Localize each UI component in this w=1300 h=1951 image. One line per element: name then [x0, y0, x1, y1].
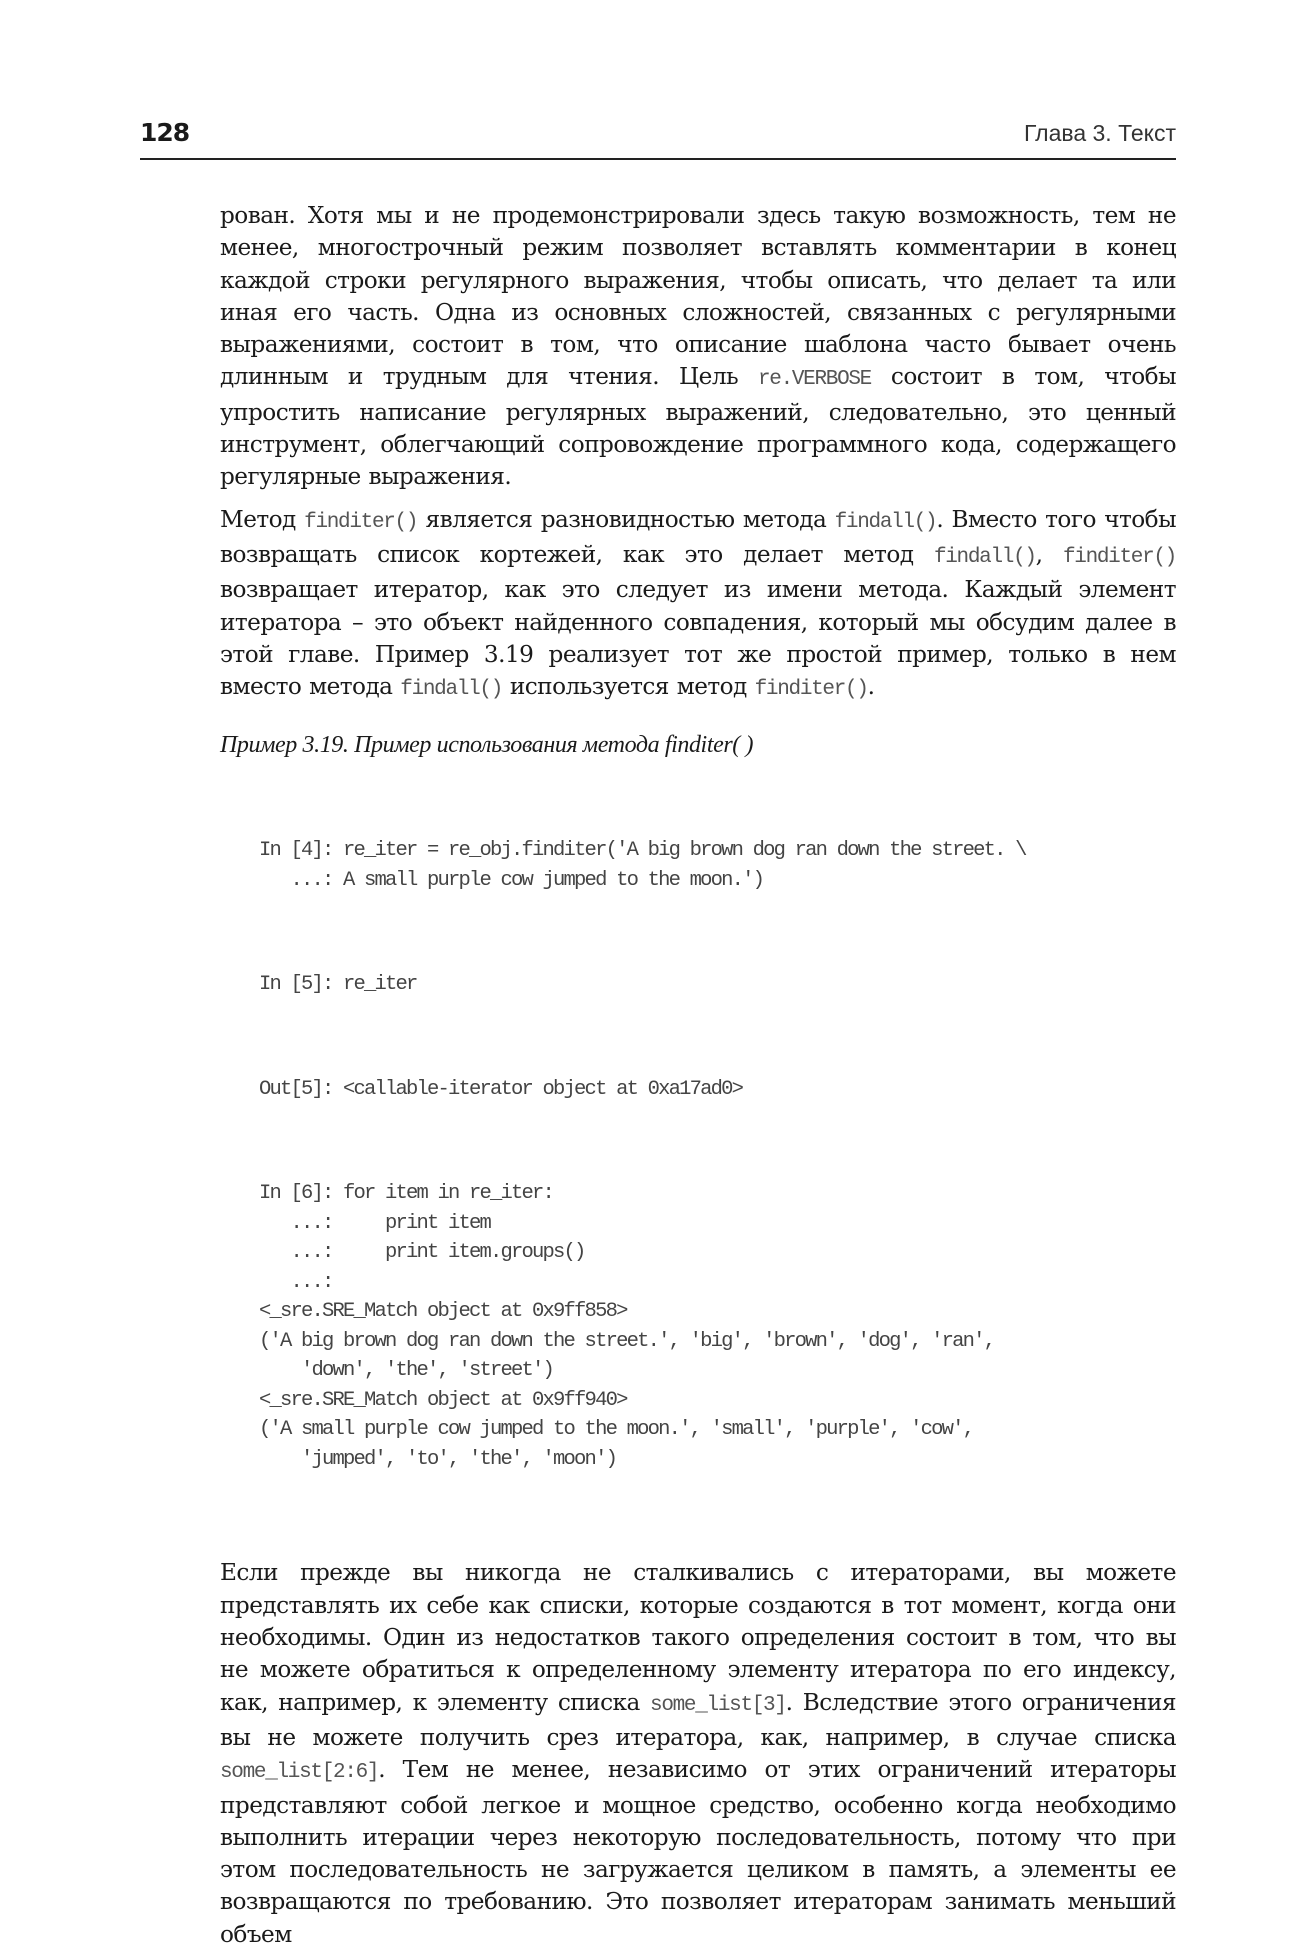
inline-code: finditer() — [1062, 545, 1176, 569]
text-run: . Вследствие этого ограничения вы не можете получить срез итератора, как, например, в случае списка — [220, 1688, 1176, 1751]
inline-code: findall() — [400, 678, 502, 702]
text-run: возвращает итератор, как это следует из имени метода. Каждый элемент итератора – это объект найденного совпадения, который мы обсудим далее в этой главе. Пример 3.19 реализует тот же простой пример, только в нем вместо метода — [220, 576, 1176, 701]
inline-code: some_list[3] — [650, 1693, 786, 1717]
text-run: рован. Хотя мы и не продемонстрировали здесь такую возможность, тем не менее, многострочный режим позволяет вставлять комментарии в конец каждой строки регулярного выражения, чтобы описать, что делает та или иная его часть. Одна из основных сложностей, связанных с регулярными выражениями, состоит в том, что описание шаблона часто бывает очень длинным и трудным для чтения. Цель — [220, 202, 1176, 391]
text-run: . Тем не менее, независимо от этих ограничений итераторы представляют собой легкое и мощное средство, особенно когда необходимо выполнить итерации через некоторую последовательность, потому что при этом последовательность не загружается целиком в память, а элементы ее возвращаются по требованию. Это позволяет итераторам занимать меньший объем — [220, 1756, 1176, 1948]
code-block-in6 — [259, 1179, 1176, 1474]
header-rule — [140, 158, 1176, 160]
code-output-line: ('A big brown dog ran down the street.', 'big', 'brown', 'dog', 'ran', — [259, 1329, 995, 1353]
code-block-in5 — [259, 970, 1176, 1000]
inline-code: some_list[2:6] — [220, 1761, 379, 1785]
code-output-line: 'down', 'the', 'street') — [259, 1359, 554, 1383]
text-run: . — [867, 673, 875, 701]
text-run: используется метод — [502, 673, 755, 701]
code-line: ...: A small purple cow jumped to the moon.') — [259, 868, 764, 892]
paragraph-3 — [220, 1557, 1176, 1951]
example-caption: Пример 3.19. Пример использования метода finditer( ) — [220, 732, 754, 759]
paragraph-1 — [220, 200, 1176, 494]
code-block-in4 — [259, 836, 1176, 895]
inline-code: findall() — [933, 545, 1036, 569]
code-output-line: <_sre.SRE_Match object at 0x9ff858> — [259, 1300, 627, 1324]
code-line: ...: — [259, 1270, 333, 1294]
inline-code: finditer() — [754, 678, 868, 702]
running-title: Глава 3. Текст — [1024, 120, 1176, 146]
text-run: . Вместо того чтобы возвращать список кортежей, как это делает метод — [220, 505, 1176, 568]
page-content — [220, 200, 1176, 1951]
code-line: In [6]: for item in re_iter: — [259, 1182, 554, 1206]
code-line: Out[5]: <callable-iterator object at 0xa17ad0> — [259, 1077, 743, 1101]
page-number: 128 — [140, 118, 190, 147]
text-run: является разновидностью метода — [417, 505, 835, 533]
code-block-out5 — [259, 1075, 1176, 1105]
inline-code: finditer() — [304, 510, 418, 534]
inline-code: findall() — [834, 510, 937, 534]
code-line: ...: print item.groups() — [259, 1241, 585, 1265]
code-line: In [5]: re_iter — [259, 973, 417, 997]
text-run: Метод — [220, 505, 305, 533]
text-run: , — [1035, 540, 1063, 568]
inline-code: re.VERBOSE — [757, 368, 871, 392]
text-run: Если прежде вы никогда не сталкивались с итераторами, вы можете представлять их себе как списки, которые создаются в тот момент, когда они необходимы. Один из недостатков такого определения состоит в том, что вы не можете обратиться к определенному элементу итератора по его индексу, как, например, к элементу списка — [220, 1559, 1176, 1716]
code-listing — [259, 777, 1176, 1533]
code-output-line: <_sre.SRE_Match object at 0x9ff940> — [259, 1388, 627, 1412]
page-header — [140, 118, 1176, 158]
code-output-line: ('A small purple cow jumped to the moon.', 'small', 'purple', 'cow', — [259, 1418, 974, 1442]
code-line: In [4]: re_iter = re_obj.finditer('A big brown dog ran down the street. \ — [259, 839, 1026, 863]
paragraph-2 — [220, 504, 1176, 707]
text-run: состоит в том, чтобы упростить написание регулярных выражений, следовательно, это ценный инструмент, облегчающий сопровождение программного кода, содержащего регулярные выражения. — [220, 363, 1176, 491]
code-output-line: 'jumped', 'to', 'the', 'moon') — [259, 1447, 617, 1471]
code-line: ...: print item — [259, 1211, 491, 1235]
